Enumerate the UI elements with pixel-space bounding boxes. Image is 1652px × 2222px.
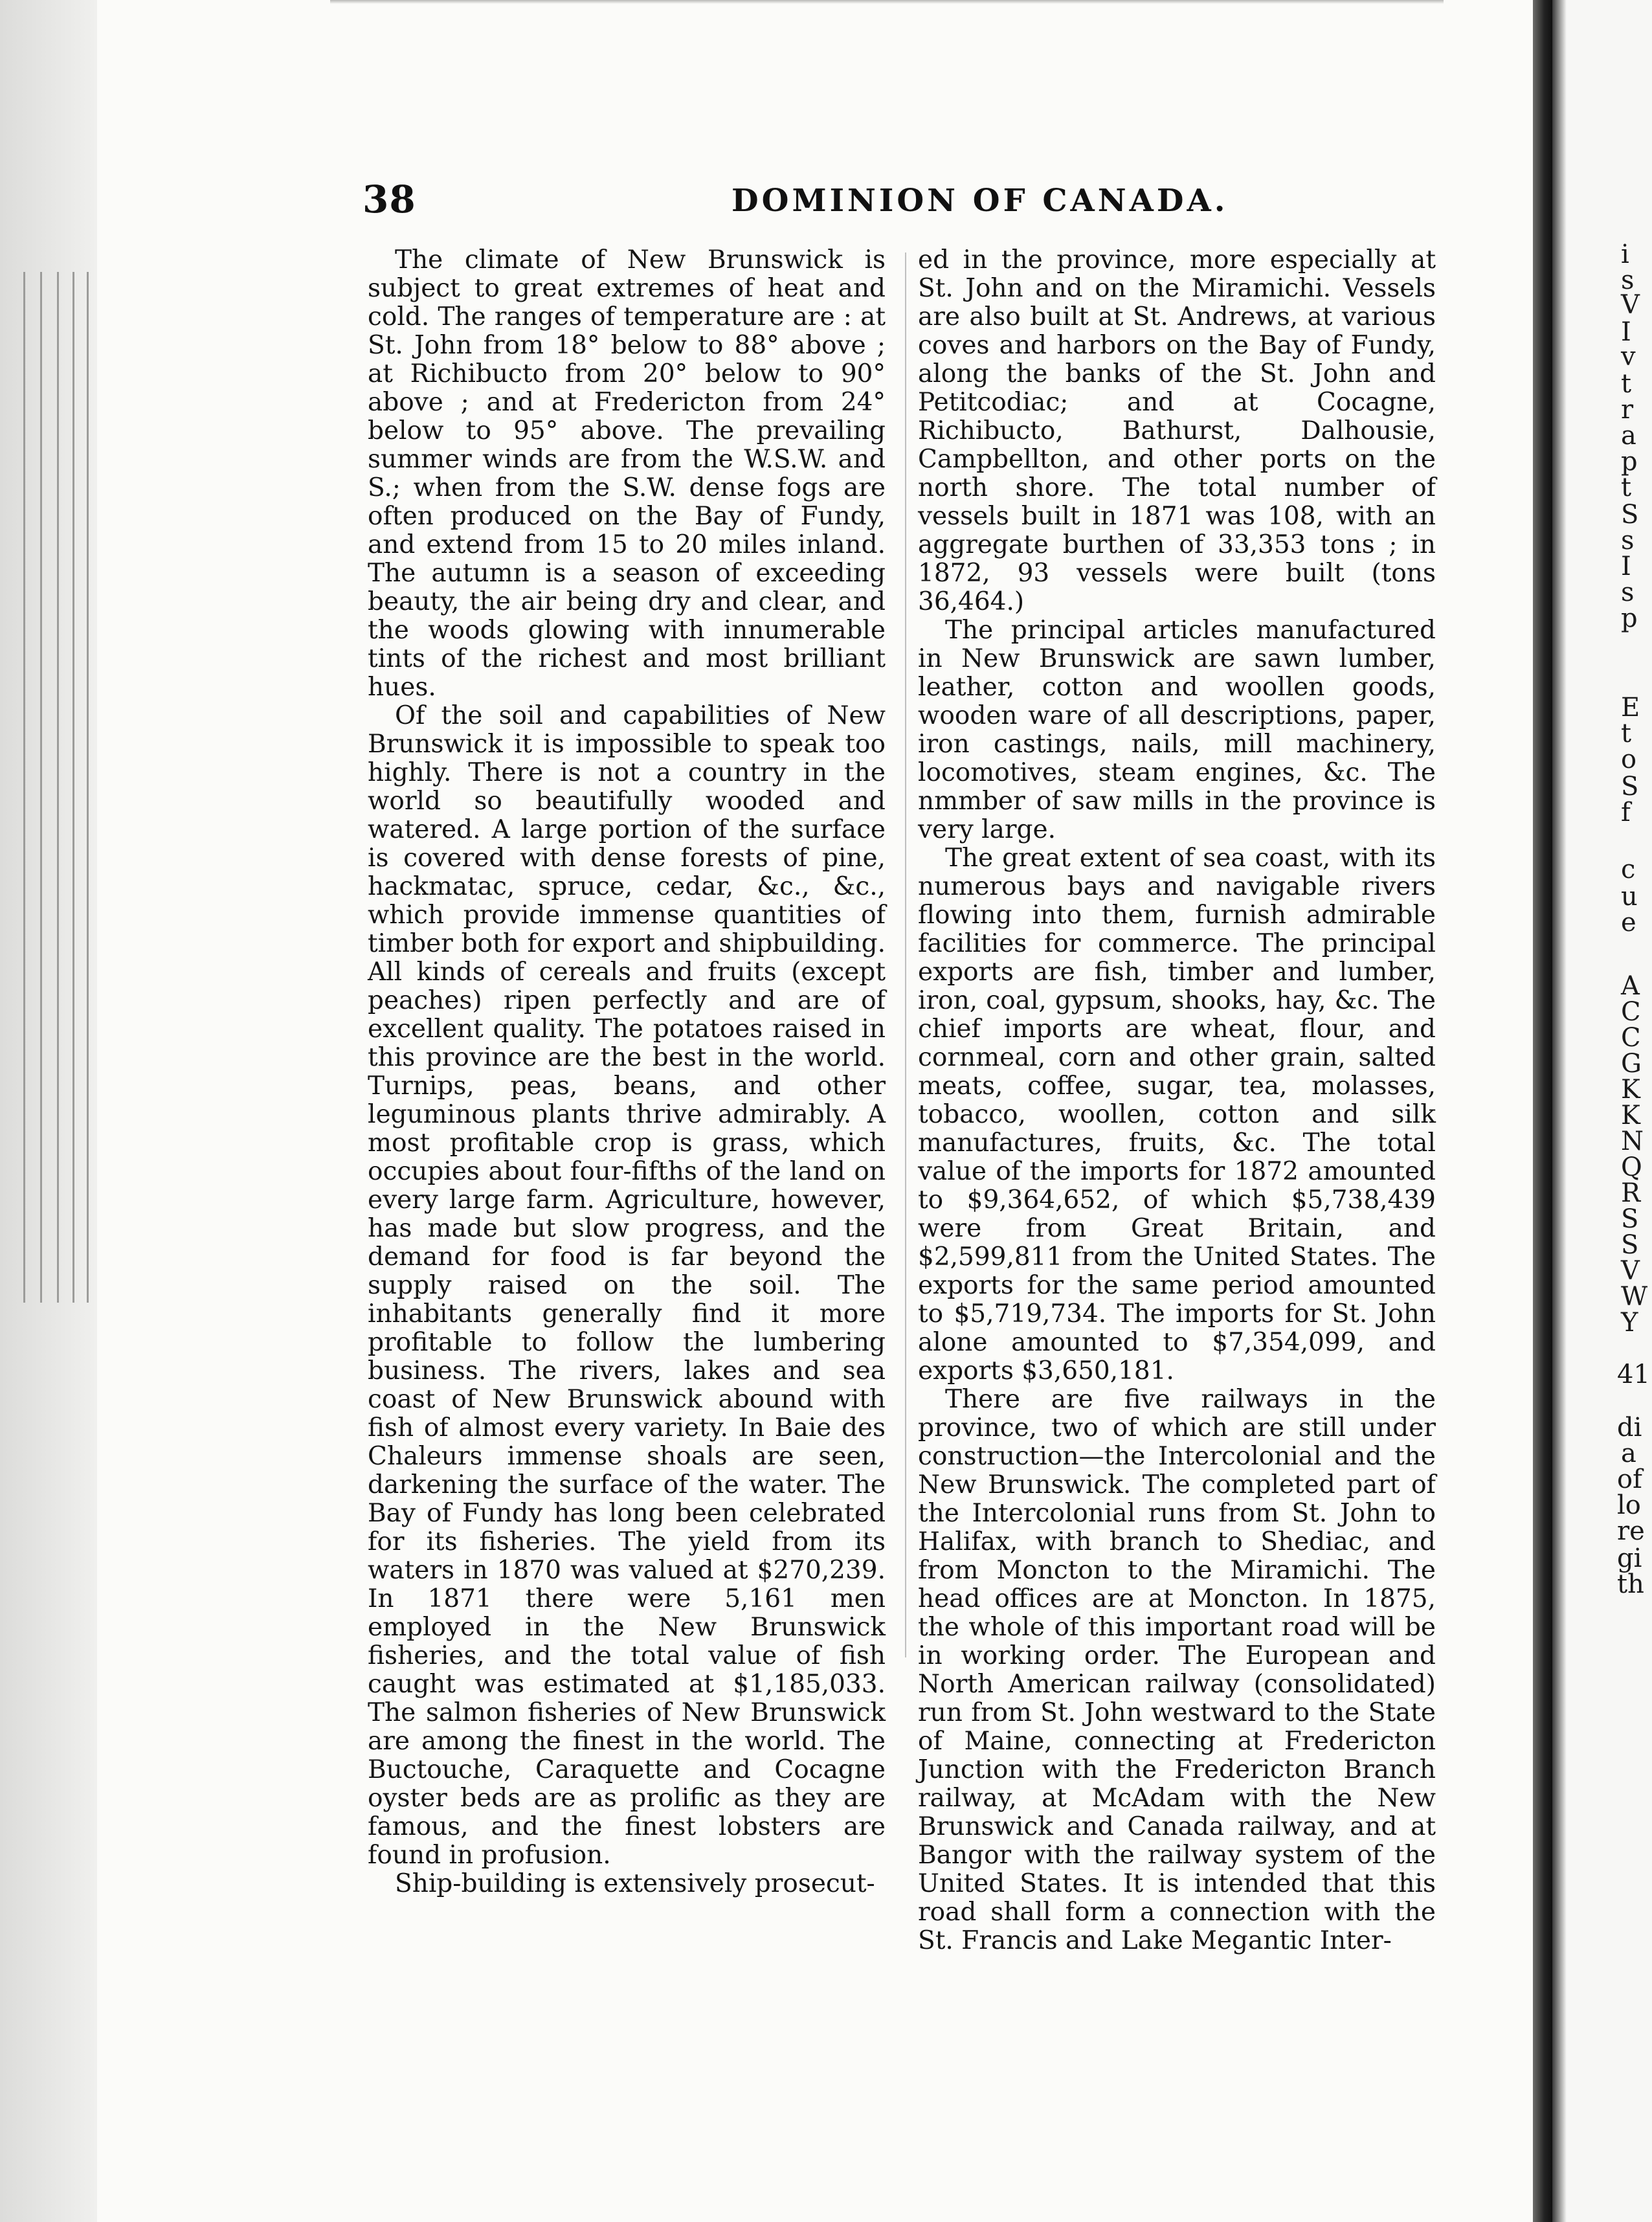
facing-page-fragment: i: [1621, 240, 1629, 269]
facing-page-fragment: S: [1621, 772, 1639, 802]
facing-page-fragment: I: [1621, 552, 1631, 581]
facing-page-fragment: s: [1621, 265, 1635, 295]
facing-page-fragment: th: [1617, 1569, 1644, 1599]
facing-page-fragment: Q: [1621, 1152, 1642, 1182]
running-title: DOMINION OF CANADA.: [731, 183, 1229, 219]
facing-page-fragment: N: [1621, 1127, 1644, 1156]
page-edge-line: [57, 272, 59, 1303]
page-top-edge: [330, 0, 1444, 4]
facing-page-fragment: K: [1621, 1075, 1640, 1105]
facing-page-fragment: c: [1621, 855, 1636, 884]
facing-page-fragment: a: [1621, 1439, 1636, 1468]
facing-page-fragment: K: [1621, 1101, 1640, 1130]
facing-page-fragment: Y: [1621, 1308, 1638, 1338]
page-number: 38: [363, 177, 416, 221]
facing-page-fragment: lo: [1617, 1490, 1641, 1520]
facing-page-fragment: f: [1621, 798, 1631, 827]
facing-page-fragment: 41: [1617, 1360, 1650, 1389]
page-edge-line: [73, 272, 74, 1303]
facing-page-fragment: p: [1621, 603, 1638, 633]
page-edge-line: [87, 272, 89, 1303]
facing-page-fragment: V: [1621, 290, 1640, 320]
facing-page-fragment: R: [1621, 1178, 1641, 1208]
paragraph: The climate of New Brunswick is subject to great extremes of heat and cold. The ranges of temperature are : at St. John from 18° below to 88° above ; at Richibucto from 20° below to 90° above ; and at Fredericton from 24° below to 95° above. The prevailing summer winds are from the W.S.W. and S.; when from the S.W. dense fogs are often produced on the Bay of Fundy, and extend from 15 to 20 miles inland. The autumn is a season of exceeding beauty, the air being dry and clear, and the woods glowing with innumerable tints of the richest and most brilliant hues.: [368, 245, 886, 702]
facing-page-fragment: S: [1621, 1204, 1639, 1234]
facing-page-fragment: I: [1621, 317, 1631, 347]
page-header: [363, 174, 1437, 232]
facing-page-fragment: o: [1621, 745, 1637, 774]
facing-page-fragment: E: [1621, 693, 1640, 723]
facing-page-fragment: s: [1621, 578, 1635, 607]
facing-page-text-fragments: [1552, 0, 1652, 2222]
paragraph: Of the soil and capabilities of New Brunswick it is impossible to speak too highly. There is not a country in the world so beautifully wooded and watered. A large portion of the surface is covered with dense forests of pine, hackmatac, spruce, cedar, &c., &c., which provide immense quantities of timber both for export and shipbuilding. All kinds of cereals and fruits (except peaches) ripen perfectly and are of excellent quality. The potatoes raised in this province are the best in the world. Turnips, peas, beans, and other leguminous plants thrive admirably. A most profitable crop is grass, which occupies about four-fifths of the land on every large farm. Agriculture, however, has made but slow progress, and the demand for food is far beyond the supply raised on the soil. The inhabitants generally find it more profitable to follow the lumbering business. The rivers, lakes and sea coast of New Brunswick abound with fish of almost every variety. In Baie des Chaleurs immense shoals are seen, darkening the surface of the water. The Bay of Fundy has long been celebrated for its fisheries. The yield from its waters in 1870 was valued at $270,239. In 1871 there were 5,161 men employed in the New Brunswick fisheries, and the total value of fish caught was estimated at $1,185,033. The salmon fisheries of New Brunswick are among the finest in the world. The Buctouche, Caraquette and Cocagne oyster beds are as prolific as they are famous, and the finest lobsters are found in profusion.: [368, 701, 886, 1870]
book-binding-gutter: [1533, 0, 1552, 2222]
paragraph: ed in the province, more especially at St. John and on the Miramichi. Vessels are also built at St. Andrews, at various coves and harbors on the Bay of Fundy, along the banks of the St. John and Petitcodiac; and at Cocagne, Richibucto, Bathurst, Dalhousie, Campbellton, and other ports on the north shore. The total number of vessels built in 1871 was 108, with an aggregate burthen of 33,353 tons ; in 1872, 93 vessels were built (tons 36,464.): [918, 245, 1436, 616]
facing-page-fragment: p: [1621, 447, 1638, 477]
facing-page-fragment: di: [1617, 1413, 1642, 1442]
facing-page-fragment: t: [1621, 719, 1632, 748]
preceding-page-edges: [0, 0, 97, 2222]
left-text-column: [368, 246, 886, 1898]
facing-page-fragment: A: [1621, 971, 1640, 1001]
paragraph: There are five railways in the province, two of which are still under construction—the Intercolonial and the New Brunswick. The completed part of the Intercolonial runs from St. John to Halifax, with branch to Shediac, and from Moncton to the Miramichi. The head offices are at Moncton. In 1875, the whole of this important road will be in working order. The European and North American railway (consolidated) run from St. John westward to the State of Maine, connecting at Fredericton Junction with the Fredericton Branch railway, at McAdam with the New Brunswick and Canada railway, and at Bangor with the railway system of the United States. It is intended that this road shall form a connection with the St. Francis and Lake Megantic Inter-: [918, 1385, 1436, 1955]
facing-page-fragment: t: [1621, 473, 1632, 502]
facing-page-fragment: V: [1621, 1256, 1640, 1286]
facing-page-fragment: gi: [1617, 1543, 1642, 1573]
facing-page-fragment: a: [1621, 421, 1636, 451]
facing-page-fragment: e: [1621, 908, 1636, 937]
right-text-column: [918, 246, 1436, 1955]
facing-page-edge: [1552, 0, 1652, 2222]
facing-page-fragment: C: [1621, 997, 1641, 1027]
facing-page-fragment: t: [1621, 369, 1632, 399]
column-divider: [905, 252, 906, 1657]
facing-page-fragment: S: [1621, 500, 1639, 530]
facing-page-fragment: r: [1621, 395, 1634, 425]
facing-page-fragment: v: [1621, 342, 1636, 372]
facing-page-fragment: s: [1621, 526, 1635, 556]
paragraph: Ship-building is extensively prosecut-: [395, 1869, 875, 1898]
facing-page-fragment: u: [1621, 882, 1638, 912]
paragraph: The great extent of sea coast, with its numerous bays and navigable rivers flowing into them, furnish admirable facilities for commerce. The principal exports are fish, timber and lumber, iron, coal, gypsum, shooks, hay, &c. The chief imports are wheat, flour, and cornmeal, corn and other grain, salted meats, coffee, sugar, tea, molasses, tobacco, woollen, cotton and silk manufactures, fruits, &c. The total value of the imports for 1872 amounted to $9,364,652, of which $5,738,439 were from Great Britain, and $2,599,811 from the United States. The exports for the same period amounted to $5,719,734. The imports for St. John alone amounted to $7,354,099, and exports $3,650,181.: [918, 844, 1436, 1386]
facing-page-fragment: W: [1621, 1282, 1648, 1312]
facing-page-fragment: re: [1617, 1516, 1645, 1546]
facing-page-fragment: G: [1621, 1049, 1642, 1079]
page-edge-line: [40, 272, 42, 1303]
facing-page-fragment: C: [1621, 1023, 1641, 1053]
page-edge-line: [23, 272, 25, 1303]
facing-page-fragment: of: [1617, 1464, 1642, 1494]
facing-page-fragment: S: [1621, 1230, 1639, 1260]
paragraph: The principal articles manufactured in New Brunswick are sawn lumber, leather, cotton and woollen goods, wooden ware of all descriptions, paper, iron castings, nails, mill machinery, locomotives, steam engines, &c. The nmmber of saw mills in the province is very large.: [918, 616, 1436, 844]
